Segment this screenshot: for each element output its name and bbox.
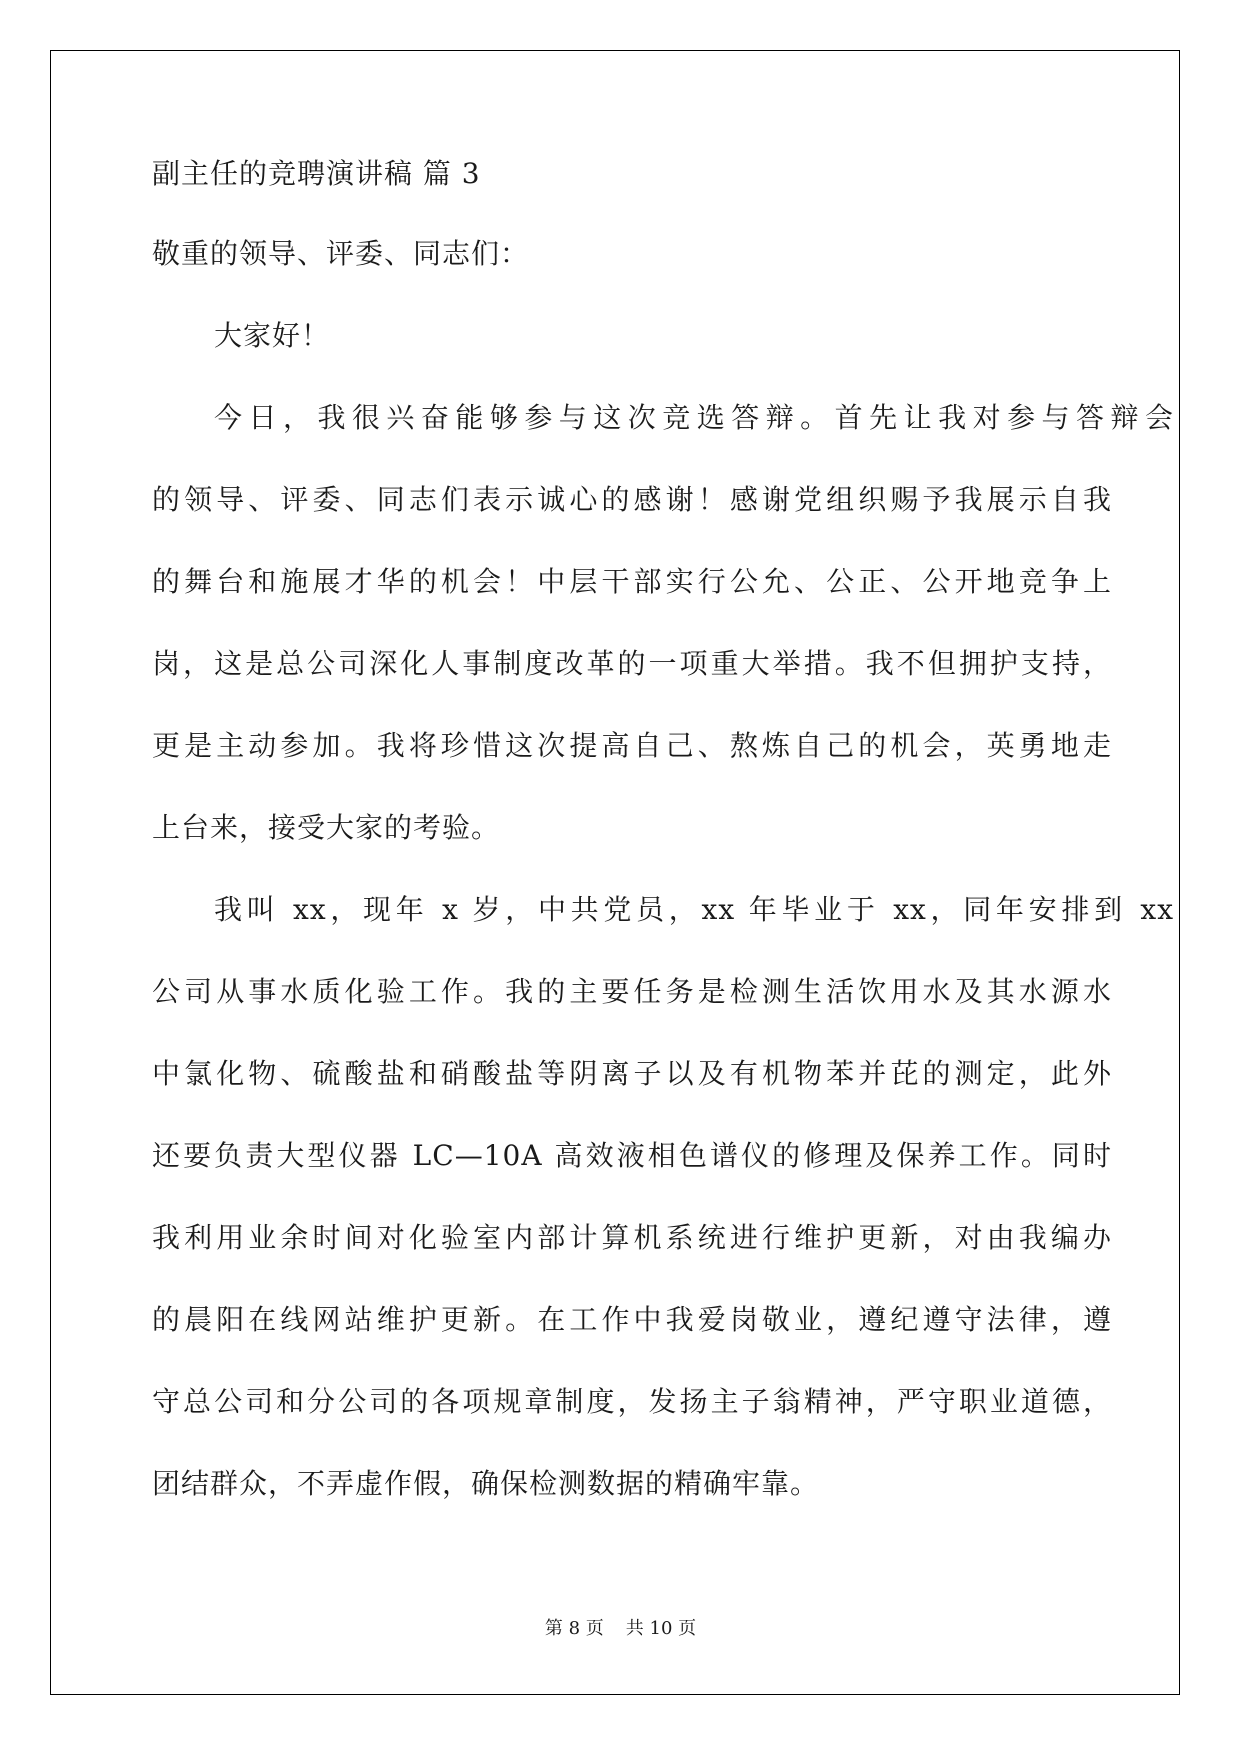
paragraph-line: 今日，我很兴奋能够参与这次竞选答辩。首先让我对参与答辩会	[214, 401, 1174, 434]
paragraph-line: 守总公司和分公司的各项规章制度，发扬主子翁精神，严守职业道德，	[152, 1385, 1112, 1418]
paragraph-line: 还要负责大型仪器 LC—10A 高效液相色谱仪的修理及保养工作。同时	[152, 1139, 1112, 1172]
paragraph-line: 我利用业余时间对化验室内部计算机系统进行维护更新，对由我编办	[152, 1221, 1112, 1254]
paragraph-line: 公司从事水质化验工作。我的主要任务是检测生活饮用水及其水源水	[152, 975, 1112, 1008]
paragraph-line: 的晨阳在线网站维护更新。在工作中我爱岗敬业，遵纪遵守法律，遵	[152, 1303, 1112, 1336]
greeting-line: 大家好！	[214, 319, 331, 352]
page-number-current: 第 8 页	[544, 1618, 604, 1639]
document-title: 副主任的竞聘演讲稿 篇 3	[152, 157, 481, 190]
page-footer	[0, 1620, 1241, 1638]
paragraph-line: 更是主动参加。我将珍惜这次提高自己、熬炼自己的机会，英勇地走	[152, 729, 1112, 762]
paragraph-line: 中氯化物、硫酸盐和硝酸盐等阴离子以及有机物苯并芘的测定，此外	[152, 1057, 1112, 1090]
document-body	[152, 157, 1174, 1552]
salutation: 敬重的领导、评委、同志们：	[152, 237, 530, 270]
paragraph-line: 我叫 xx，现年 x 岁，中共党员，xx 年毕业于 xx，同年安排到 xx	[214, 893, 1174, 926]
paragraph-line: 上台来，接受大家的考验。	[152, 811, 501, 844]
paragraph-line: 团结群众，不弄虚作假，确保检测数据的精确牢靠。	[152, 1467, 820, 1500]
page-number-total: 共 10 页	[625, 1618, 697, 1639]
paragraph-line: 的领导、评委、同志们表示诚心的感谢！感谢党组织赐予我展示自我	[152, 483, 1112, 516]
paragraph-line: 的舞台和施展才华的机会！中层干部实行公允、公正、公开地竞争上	[152, 565, 1112, 598]
paragraph-line: 岗，这是总公司深化人事制度改革的一项重大举措。我不但拥护支持，	[152, 647, 1112, 680]
